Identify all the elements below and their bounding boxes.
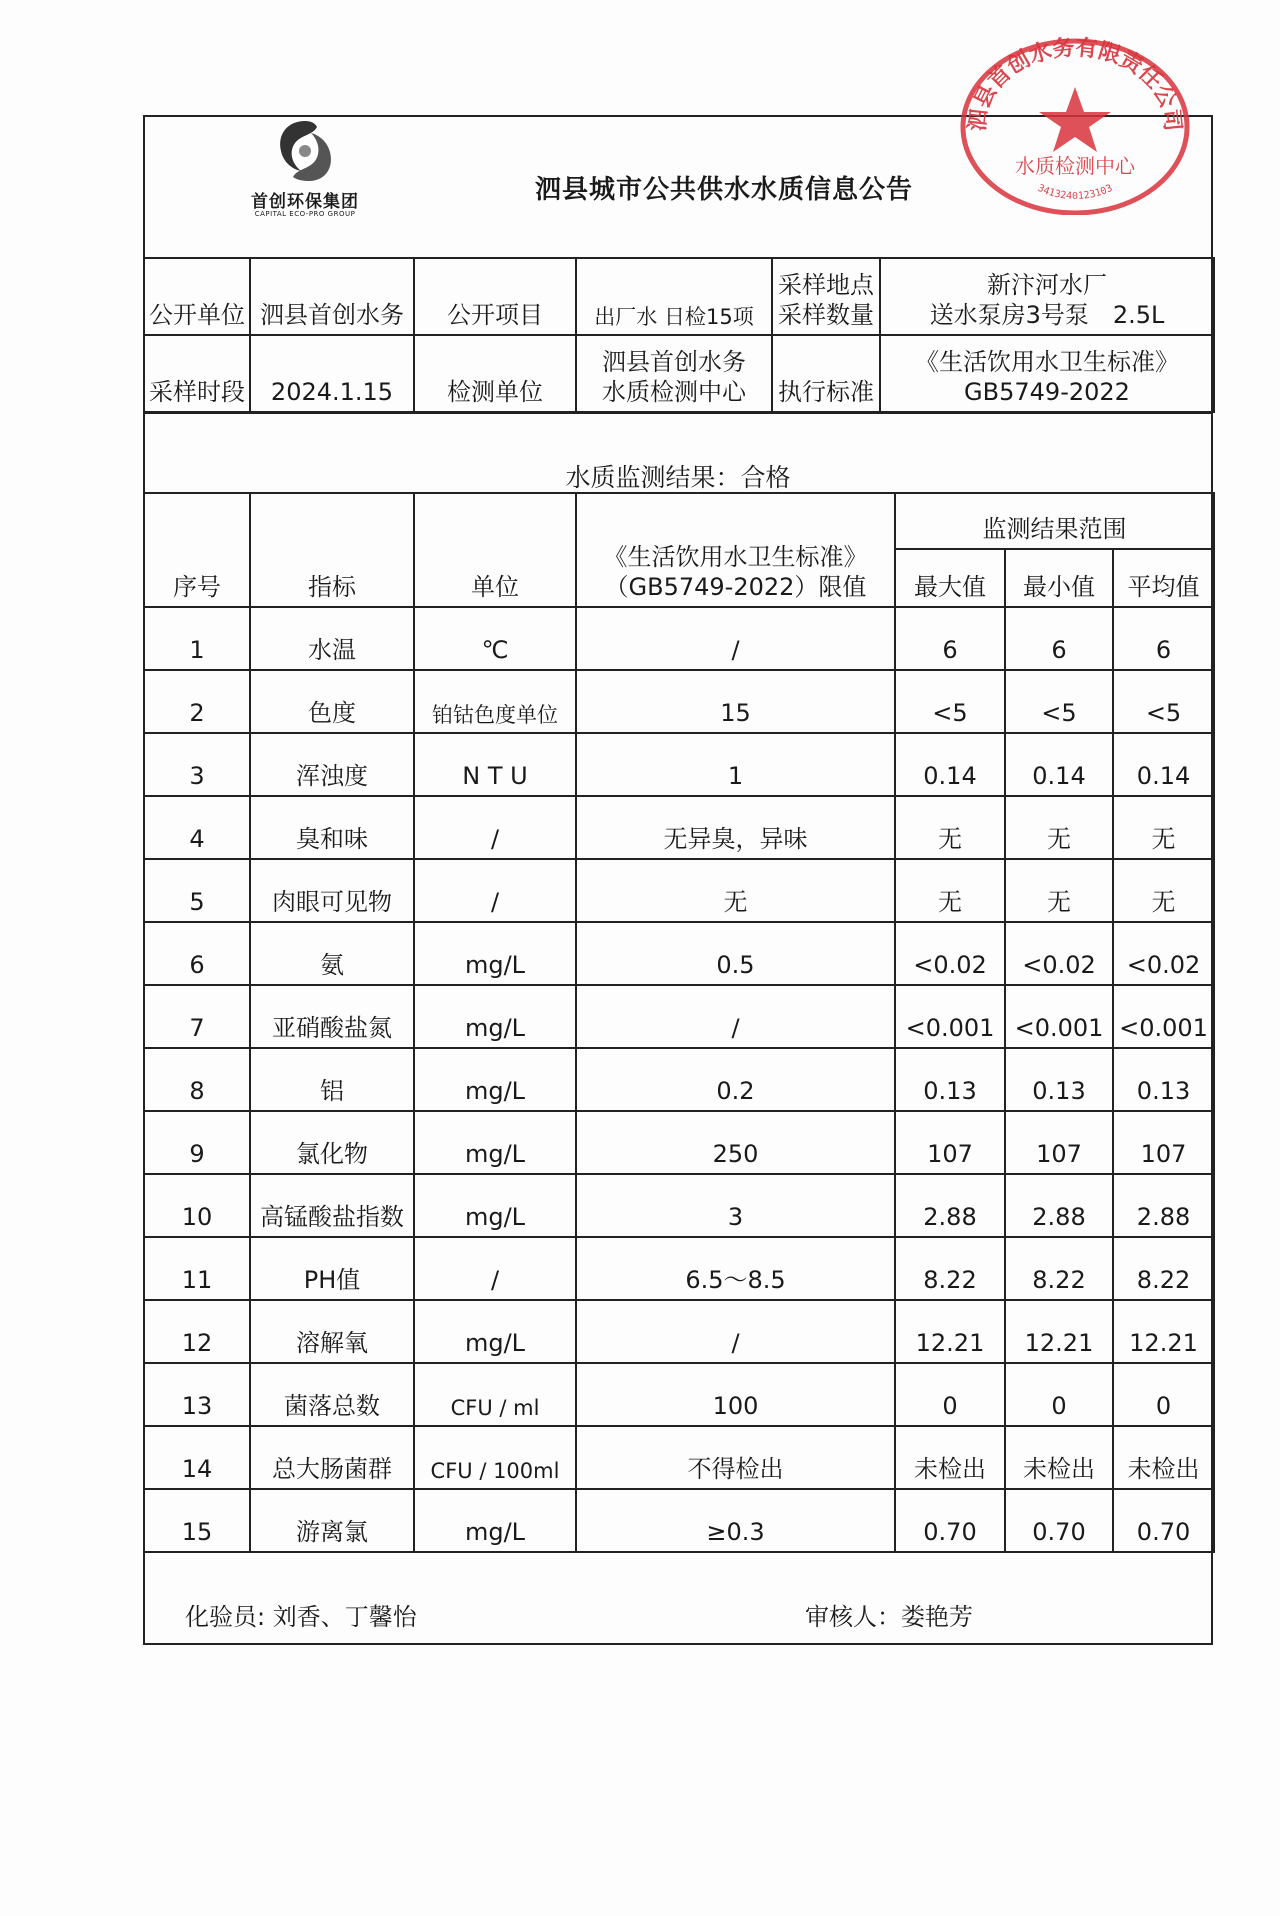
row-no: 6 <box>144 922 250 985</box>
row-min: <0.02 <box>1005 922 1113 985</box>
header-limit <box>576 493 895 607</box>
row-avg: <0.02 <box>1113 922 1214 985</box>
row-limit: 250 <box>576 1111 895 1174</box>
row-min: 8.22 <box>1005 1237 1113 1300</box>
row-limit: 1 <box>576 733 895 796</box>
stamp-company-text: 泗县首创水务有限责任公司 <box>964 34 1186 133</box>
info-row-2 <box>144 335 1214 412</box>
logo-swirl-icon <box>273 117 337 185</box>
results-table <box>143 492 1215 1553</box>
row-max: 0.70 <box>895 1489 1005 1552</box>
row-avg: <5 <box>1113 670 1214 733</box>
row-max: 0.14 <box>895 733 1005 796</box>
label-site-a: 采样地点 <box>778 271 874 299</box>
row-min: <5 <box>1005 670 1113 733</box>
row-limit: 100 <box>576 1363 895 1426</box>
header-limit-b: （GB5749-2022）限值 <box>604 573 867 601</box>
table-row <box>144 796 1214 859</box>
row-no: 4 <box>144 796 250 859</box>
row-no: 3 <box>144 733 250 796</box>
row-avg: 0.70 <box>1113 1489 1214 1552</box>
row-no: 12 <box>144 1300 250 1363</box>
value-standard-b: GB5749-2022 <box>964 378 1130 406</box>
row-min: 无 <box>1005 796 1113 859</box>
row-min: 0.70 <box>1005 1489 1113 1552</box>
row-indicator: 游离氯 <box>250 1489 414 1552</box>
row-unit: / <box>414 1237 576 1300</box>
row-max: <5 <box>895 670 1005 733</box>
row-min: <0.001 <box>1005 985 1113 1048</box>
page-title: 泗县城市公共供水水质信息公告 <box>535 175 914 205</box>
row-avg: 0.13 <box>1113 1048 1214 1111</box>
row-unit: mg/L <box>414 1111 576 1174</box>
table-row <box>144 1489 1214 1552</box>
notice-frame <box>143 115 1213 1645</box>
header-min: 最小值 <box>1005 549 1113 607</box>
row-unit: N T U <box>414 733 576 796</box>
row-max: 12.21 <box>895 1300 1005 1363</box>
value-publisher: 泗县首创水务 <box>250 258 414 335</box>
row-min: 2.88 <box>1005 1174 1113 1237</box>
table-header-row-1 <box>144 493 1214 549</box>
header-unit: 单位 <box>414 493 576 607</box>
row-max: 8.22 <box>895 1237 1005 1300</box>
header-range: 监测结果范围 <box>895 493 1214 549</box>
row-unit: ℃ <box>414 607 576 670</box>
value-site-b: 送水泵房3号泵 2.5L <box>929 301 1165 329</box>
row-indicator: 氯化物 <box>250 1111 414 1174</box>
table-row <box>144 1174 1214 1237</box>
value-sampling-site <box>880 258 1214 335</box>
row-max: 2.88 <box>895 1174 1005 1237</box>
logo-english-name: CAPITAL ECO-PRO GROUP <box>254 210 356 218</box>
row-min: 0.13 <box>1005 1048 1113 1111</box>
official-stamp <box>945 15 1205 215</box>
row-avg: 12.21 <box>1113 1300 1214 1363</box>
row-avg: 未检出 <box>1113 1426 1214 1489</box>
row-min: 107 <box>1005 1111 1113 1174</box>
value-item: 出厂水 日检15项 <box>576 258 772 335</box>
value-lab <box>576 335 772 412</box>
row-min: 6 <box>1005 607 1113 670</box>
table-row <box>144 985 1214 1048</box>
stamp-department-text: 水质检测中心 <box>1015 154 1135 178</box>
logo-chinese-name: 首创环保集团 <box>251 192 359 212</box>
row-limit: 15 <box>576 670 895 733</box>
row-avg: 0 <box>1113 1363 1214 1426</box>
row-indicator: 亚硝酸盐氮 <box>250 985 414 1048</box>
row-no: 9 <box>144 1111 250 1174</box>
header-no: 序号 <box>144 493 250 607</box>
row-unit: mg/L <box>414 985 576 1048</box>
row-avg: 107 <box>1113 1111 1214 1174</box>
table-row <box>144 733 1214 796</box>
row-limit: 3 <box>576 1174 895 1237</box>
row-limit: / <box>576 985 895 1048</box>
row-limit: / <box>576 607 895 670</box>
table-row <box>144 1048 1214 1111</box>
result-banner <box>145 412 1211 492</box>
row-unit: CFU / ml <box>414 1363 576 1426</box>
row-indicator: 肉眼可见物 <box>250 859 414 922</box>
row-limit: ≥0.3 <box>576 1489 895 1552</box>
table-row <box>144 607 1214 670</box>
row-min: 0 <box>1005 1363 1113 1426</box>
table-body <box>144 607 1214 1552</box>
row-limit: 0.2 <box>576 1048 895 1111</box>
row-no: 2 <box>144 670 250 733</box>
reviewer-signature: 审核人：娄艳芳 <box>805 1603 973 1631</box>
row-avg: 8.22 <box>1113 1237 1214 1300</box>
row-unit: / <box>414 859 576 922</box>
table-row <box>144 1237 1214 1300</box>
row-avg: 无 <box>1113 859 1214 922</box>
row-no: 11 <box>144 1237 250 1300</box>
label-sampling-site <box>772 258 880 335</box>
stamp-code-text: 3413240123103 <box>1035 182 1115 202</box>
row-indicator: 色度 <box>250 670 414 733</box>
label-sample-period: 采样时段 <box>144 335 250 412</box>
label-site-b: 采样数量 <box>778 301 874 329</box>
row-unit: mg/L <box>414 1300 576 1363</box>
header-max: 最大值 <box>895 549 1005 607</box>
row-indicator: 溶解氧 <box>250 1300 414 1363</box>
label-standard: 执行标准 <box>772 335 880 412</box>
info-table <box>143 257 1215 413</box>
row-indicator: PH值 <box>250 1237 414 1300</box>
row-indicator: 菌落总数 <box>250 1363 414 1426</box>
result-text: 水质监测结果：合格 <box>565 463 791 492</box>
value-lab-a: 泗县首创水务 <box>602 348 746 376</box>
company-logo <box>225 117 385 237</box>
row-unit: mg/L <box>414 1048 576 1111</box>
value-standard <box>880 335 1214 412</box>
value-standard-a: 《生活饮用水卫生标准》 <box>915 348 1179 376</box>
table-row <box>144 922 1214 985</box>
row-no: 1 <box>144 607 250 670</box>
label-lab: 检测单位 <box>414 335 576 412</box>
row-no: 10 <box>144 1174 250 1237</box>
label-publisher: 公开单位 <box>144 258 250 335</box>
row-min: 0.14 <box>1005 733 1113 796</box>
table-row <box>144 1300 1214 1363</box>
row-avg: 无 <box>1113 796 1214 859</box>
row-limit: / <box>576 1300 895 1363</box>
row-unit: CFU / 100ml <box>414 1426 576 1489</box>
header-indicator: 指标 <box>250 493 414 607</box>
row-no: 15 <box>144 1489 250 1552</box>
header-limit-a: 《生活饮用水卫生标准》 <box>603 543 868 571</box>
row-max: 无 <box>895 859 1005 922</box>
row-unit: mg/L <box>414 1489 576 1552</box>
row-max: 未检出 <box>895 1426 1005 1489</box>
row-max: 6 <box>895 607 1005 670</box>
row-no: 5 <box>144 859 250 922</box>
row-no: 13 <box>144 1363 250 1426</box>
row-avg: <0.001 <box>1113 985 1214 1048</box>
row-min: 无 <box>1005 859 1113 922</box>
table-row <box>144 1363 1214 1426</box>
row-limit: 无 <box>576 859 895 922</box>
row-avg: 0.14 <box>1113 733 1214 796</box>
row-avg: 6 <box>1113 607 1214 670</box>
row-limit: 0.5 <box>576 922 895 985</box>
row-limit: 6.5～8.5 <box>576 1237 895 1300</box>
value-sample-period: 2024.1.15 <box>250 335 414 412</box>
header-avg: 平均值 <box>1113 549 1214 607</box>
row-indicator: 铝 <box>250 1048 414 1111</box>
tester-signature: 化验员: 刘香、丁馨怡 <box>185 1603 417 1631</box>
table-row <box>144 1111 1214 1174</box>
row-no: 14 <box>144 1426 250 1489</box>
row-max: <0.001 <box>895 985 1005 1048</box>
value-lab-b: 水质检测中心 <box>602 378 746 406</box>
row-min: 12.21 <box>1005 1300 1113 1363</box>
row-unit: mg/L <box>414 922 576 985</box>
table-row <box>144 859 1214 922</box>
row-indicator: 高锰酸盐指数 <box>250 1174 414 1237</box>
row-min: 未检出 <box>1005 1426 1113 1489</box>
row-max: 0 <box>895 1363 1005 1426</box>
table-row <box>144 670 1214 733</box>
row-no: 7 <box>144 985 250 1048</box>
row-unit: 铂钴色度单位 <box>414 670 576 733</box>
row-max: 107 <box>895 1111 1005 1174</box>
table-row <box>144 1426 1214 1489</box>
row-unit: / <box>414 796 576 859</box>
label-item: 公开项目 <box>414 258 576 335</box>
row-limit: 不得检出 <box>576 1426 895 1489</box>
row-no: 8 <box>144 1048 250 1111</box>
row-indicator: 氨 <box>250 922 414 985</box>
row-indicator: 臭和味 <box>250 796 414 859</box>
row-max: <0.02 <box>895 922 1005 985</box>
value-site-a: 新汴河水厂 <box>987 271 1107 299</box>
row-indicator: 总大肠菌群 <box>250 1426 414 1489</box>
row-max: 0.13 <box>895 1048 1005 1111</box>
row-unit: mg/L <box>414 1174 576 1237</box>
row-indicator: 浑浊度 <box>250 733 414 796</box>
row-limit: 无异臭，异味 <box>576 796 895 859</box>
info-row-1 <box>144 258 1214 335</box>
row-avg: 2.88 <box>1113 1174 1214 1237</box>
row-max: 无 <box>895 796 1005 859</box>
row-indicator: 水温 <box>250 607 414 670</box>
